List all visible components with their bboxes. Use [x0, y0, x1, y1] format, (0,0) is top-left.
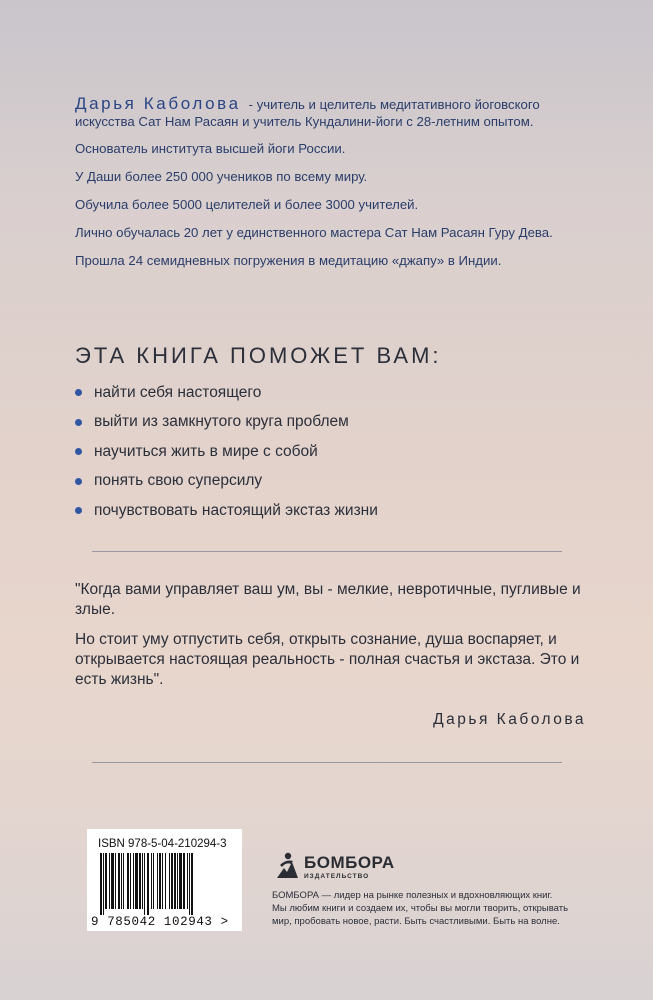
bullet-dot-icon	[75, 419, 82, 426]
benefit-item	[75, 496, 378, 526]
quote-paragraph: "Когда вами управляет ваш ум, вы - мелкие, невротичные, пугливые и злые.	[75, 581, 581, 618]
barcode-bar	[109, 853, 110, 909]
benefit-item	[75, 408, 378, 438]
barcode-bar	[121, 853, 122, 909]
bio-fact: У Даши более 250 000 учеников по всему миру.	[75, 169, 368, 184]
barcode-bar	[118, 853, 120, 909]
publisher-logo-subtitle: ИЗДАТЕЛЬСТВО	[304, 873, 370, 880]
publisher-line: БОМБОРА — лидер на рынке полезных и вдохновляющих книг.	[272, 890, 553, 901]
bio-fact: Лично обучалась 20 лет у единственного мастера Сат Нам Расаян Гуру Дева.	[75, 225, 553, 240]
barcode-bar	[151, 853, 152, 909]
benefit-text: научиться жить в мире с собой	[94, 442, 318, 460]
benefit-text: почувствовать настоящий экстаз жизни	[94, 501, 378, 519]
barcode-bar	[142, 853, 143, 909]
barcode-bar	[135, 853, 138, 909]
barcode-bar	[144, 853, 145, 915]
barcode-bar	[115, 853, 116, 909]
barcode-bar	[187, 853, 188, 909]
barcode-bar	[130, 853, 131, 909]
author-bio	[75, 95, 595, 280]
barcode-bar	[103, 853, 104, 915]
barcode-bar	[105, 853, 107, 909]
quote-signature: Дарья Каболова	[433, 711, 586, 728]
barcode-bar	[100, 853, 102, 915]
barcode-bar	[183, 853, 185, 909]
bullet-dot-icon	[75, 389, 82, 396]
barcode-bars-icon	[98, 853, 231, 915]
bio-intro-text: - учитель и целитель медитативного йоговского искусства Сат Нам Расаян и учитель Кундалини-йоги с 28-летним опытом.	[75, 97, 540, 129]
barcode-bar	[162, 853, 163, 909]
quote-paragraph: Но стоит уму отпустить себя, открыть сознание, душа воспаряет, и открывается настоящая реальность - полная счастья и экстаза. Это и есть жизнь".	[75, 631, 580, 688]
bullet-dot-icon	[75, 507, 82, 514]
publisher-description	[272, 889, 572, 928]
barcode-bar	[177, 853, 178, 909]
bombora-logo-icon	[274, 850, 300, 882]
isbn-label: ISBN 978-5-04-210294-3	[98, 838, 227, 850]
divider-bottom	[92, 762, 562, 763]
barcode-bar	[139, 853, 141, 909]
benefit-text: найти себя настоящего	[94, 383, 262, 401]
barcode-bar	[153, 853, 154, 909]
benefit-text: выйти из замкнутого круга проблем	[94, 413, 349, 431]
benefit-item	[75, 437, 378, 467]
benefit-item	[75, 378, 378, 408]
barcode-bar	[159, 853, 161, 909]
barcode-bar	[171, 853, 173, 909]
barcode-digits: 9 785042 102943 >	[91, 915, 229, 929]
publisher-logo-name: БОМБОРА	[304, 853, 395, 872]
barcode-bar	[133, 853, 134, 909]
barcode-bar	[147, 853, 149, 915]
barcode-bar	[157, 853, 158, 909]
barcode-bar	[179, 853, 182, 909]
publisher-line: Мы любим книги и создаем их, чтобы вы могли творить, открывать	[272, 903, 569, 914]
barcode	[87, 829, 242, 931]
author-name: Дарья Каболова	[75, 94, 241, 113]
barcode-bar	[127, 853, 129, 909]
bio-fact: Прошла 24 семидневных погружения в медитацию «джапу» в Индии.	[75, 253, 502, 268]
barcode-bar	[174, 853, 176, 909]
benefit-item	[75, 467, 378, 497]
benefits-heading: ЭТА КНИГА ПОМОЖЕТ ВАМ:	[75, 343, 442, 368]
divider-top	[92, 551, 562, 552]
bullet-dot-icon	[75, 448, 82, 455]
barcode-bar	[123, 853, 124, 909]
bullet-dot-icon	[75, 478, 82, 485]
barcode-bar	[169, 853, 170, 909]
bio-intro-paragraph	[75, 95, 595, 130]
benefits-list	[75, 378, 378, 526]
publisher-line: мир, пробовать новое, расти. Быть счастливыми. Быть на волне.	[272, 916, 560, 927]
barcode-bar	[111, 853, 114, 909]
benefit-text: понять свою суперсилу	[94, 472, 263, 490]
quote-block	[75, 580, 595, 700]
bio-fact: Обучила более 5000 целителей и более 3000 учителей.	[75, 197, 419, 212]
barcode-bar	[189, 853, 190, 915]
barcode-bar	[191, 853, 193, 915]
barcode-bar	[165, 853, 166, 909]
bio-fact: Основатель института высшей йоги России.	[75, 141, 346, 156]
